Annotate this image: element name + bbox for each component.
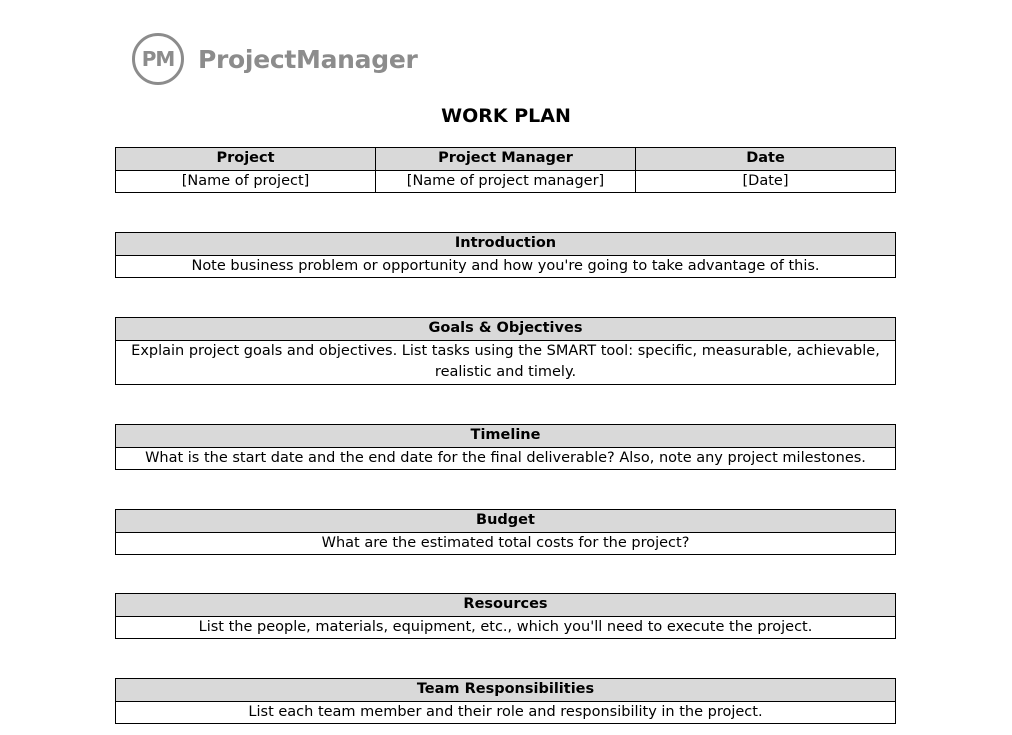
goals-objectives-section xyxy=(115,317,896,385)
table-row xyxy=(116,170,896,193)
column-header-project: Project xyxy=(116,148,376,171)
section-heading-goals-objectives: Goals & Objectives xyxy=(116,318,896,341)
section-body-budget[interactable]: What are the estimated total costs for the project? xyxy=(116,532,896,555)
section-body-timeline[interactable]: What is the start date and the end date for the final deliverable? Also, note any project milestones. xyxy=(116,447,896,470)
team-responsibilities-section xyxy=(115,678,896,724)
resources-section xyxy=(115,593,896,639)
section-heading-introduction: Introduction xyxy=(116,233,896,256)
timeline-section xyxy=(115,424,896,470)
logo-wordmark: ProjectManager xyxy=(198,44,418,74)
section-heading-team-responsibilities: Team Responsibilities xyxy=(116,679,896,702)
section-body-goals-objectives[interactable]: Explain project goals and objectives. List tasks using the SMART tool: specific, measurable, achievable, realistic and timely. xyxy=(116,340,896,384)
section-heading-timeline: Timeline xyxy=(116,425,896,448)
section-body-introduction[interactable]: Note business problem or opportunity and how you're going to take advantage of this. xyxy=(116,255,896,278)
date-cell[interactable]: [Date] xyxy=(636,170,896,193)
budget-section xyxy=(115,509,896,555)
document-title: WORK PLAN xyxy=(441,105,571,127)
column-header-project-manager: Project Manager xyxy=(376,148,636,171)
project-manager-cell[interactable]: [Name of project manager] xyxy=(376,170,636,193)
table-header-row xyxy=(116,148,896,171)
projectmanager-logo xyxy=(132,31,418,87)
column-header-date: Date xyxy=(636,148,896,171)
project-info-table xyxy=(115,147,896,193)
project-name-cell[interactable]: [Name of project] xyxy=(116,170,376,193)
section-heading-budget: Budget xyxy=(116,510,896,533)
introduction-section xyxy=(115,232,896,278)
section-heading-resources: Resources xyxy=(116,594,896,617)
section-body-resources[interactable]: List the people, materials, equipment, etc., which you'll need to execute the project. xyxy=(116,616,896,639)
pm-logo-icon: PM xyxy=(132,33,184,85)
section-body-team-responsibilities[interactable]: List each team member and their role and responsibility in the project. xyxy=(116,701,896,724)
